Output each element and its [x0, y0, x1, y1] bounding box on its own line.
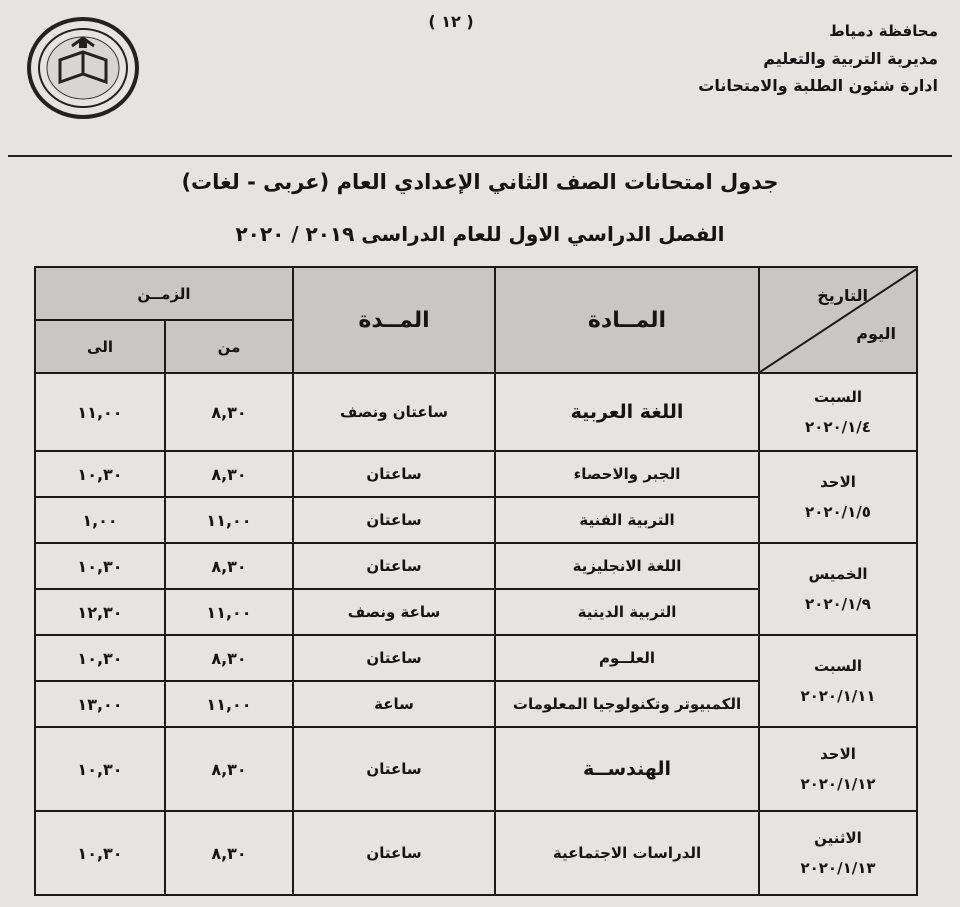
date-day-header-cell	[759, 267, 917, 373]
header-divider	[8, 155, 952, 157]
duration-cell: ساعة	[293, 681, 495, 727]
table-row	[35, 373, 917, 451]
department-name: ادارة شئون الطلبة والامتحانات	[698, 76, 938, 95]
day-name: السبت	[813, 388, 863, 406]
duration-cell: ساعتان	[293, 727, 495, 811]
exam-date: ٢٠٢٠/١/١٢	[800, 775, 876, 793]
exam-date: ٢٠٢٠/١/١١	[800, 687, 876, 705]
table-row	[35, 543, 917, 589]
exam-date: ٢٠٢٠/١/٤	[805, 418, 871, 436]
end-time-cell: ١٠,٣٠	[35, 451, 165, 497]
duration-cell: ساعتان	[293, 635, 495, 681]
time-column-header: الزمــن	[35, 267, 293, 320]
table-header-row	[35, 267, 917, 320]
subject-column-header: المــادة	[495, 267, 759, 373]
ministry-seal-logo	[26, 16, 140, 120]
start-time-cell: ٨,٣٠	[165, 543, 293, 589]
subject-cell: الدراسات الاجتماعية	[495, 811, 759, 895]
to-column-header: الى	[35, 320, 165, 373]
date-column-header: التاريخ	[817, 286, 868, 305]
end-time-cell: ١٢,٣٠	[35, 589, 165, 635]
start-time-cell: ١١,٠٠	[165, 497, 293, 543]
page-number: ( ١٢ )	[428, 12, 474, 31]
duration-cell: ساعتان	[293, 497, 495, 543]
start-time-cell: ٨,٣٠	[165, 635, 293, 681]
start-time-cell: ١١,٠٠	[165, 589, 293, 635]
duration-cell: ساعتان	[293, 451, 495, 497]
header-diagonal	[760, 268, 918, 372]
exam-date: ٢٠٢٠/١/٥	[805, 503, 871, 521]
exam-schedule-table	[34, 266, 918, 896]
start-time-cell: ٨,٣٠	[165, 811, 293, 895]
day-name: الاثنين	[814, 829, 862, 847]
issuer-header	[618, 18, 938, 99]
subject-cell: الهندســة	[495, 727, 759, 811]
day-column-header: اليوم	[856, 324, 896, 343]
document-title: جدول امتحانات الصف الثاني الإعدادي العام (عربى - لغات)	[181, 170, 779, 194]
start-time-cell: ١١,٠٠	[165, 681, 293, 727]
duration-cell: ساعة ونصف	[293, 589, 495, 635]
table-row	[35, 451, 917, 497]
start-time-cell: ٨,٣٠	[165, 727, 293, 811]
day-date-cell	[759, 543, 917, 635]
end-time-cell: ١١,٠٠	[35, 373, 165, 451]
exam-date: ٢٠٢٠/١/٩	[805, 595, 871, 613]
day-date-cell	[759, 451, 917, 543]
day-date-cell	[759, 635, 917, 727]
day-date-cell	[759, 727, 917, 811]
table-row	[35, 727, 917, 811]
duration-column-header: المــدة	[293, 267, 495, 373]
table-row	[35, 635, 917, 681]
duration-cell: ساعتان	[293, 543, 495, 589]
subject-cell: اللغة العربية	[495, 373, 759, 451]
subject-cell: الكمبيوتر وتكنولوجيا المعلومات	[495, 681, 759, 727]
subject-cell: اللغة الانجليزية	[495, 543, 759, 589]
end-time-cell: ١٠,٣٠	[35, 635, 165, 681]
duration-cell: ساعتان ونصف	[293, 373, 495, 451]
subject-cell: التربية الدينية	[495, 589, 759, 635]
subject-cell: الجبر والاحصاء	[495, 451, 759, 497]
subject-cell: التربية الفنية	[495, 497, 759, 543]
from-column-header: من	[165, 320, 293, 373]
table-row	[35, 811, 917, 895]
start-time-cell: ٨,٣٠	[165, 373, 293, 451]
exam-date: ٢٠٢٠/١/١٣	[800, 859, 876, 877]
day-name: الاحد	[820, 473, 856, 491]
duration-cell: ساعتان	[293, 811, 495, 895]
end-time-cell: ١٠,٣٠	[35, 727, 165, 811]
day-name: السبت	[813, 657, 863, 675]
day-date-cell	[759, 373, 917, 451]
end-time-cell: ١,٠٠	[35, 497, 165, 543]
day-name: الاحد	[820, 745, 856, 763]
governorate-name: محافظة دمياط	[829, 22, 938, 40]
end-time-cell: ١٣,٠٠	[35, 681, 165, 727]
start-time-cell: ٨,٣٠	[165, 451, 293, 497]
document-subtitle: الفصل الدراسي الاول للعام الدراسى ٢٠١٩ / ٢٠٢٠	[235, 222, 725, 246]
directorate-name: مديرية التربية والتعليم	[763, 49, 938, 68]
day-date-cell	[759, 811, 917, 895]
end-time-cell: ١٠,٣٠	[35, 543, 165, 589]
subject-cell: العلــوم	[495, 635, 759, 681]
end-time-cell: ١٠,٣٠	[35, 811, 165, 895]
day-name: الخميس	[808, 565, 868, 583]
